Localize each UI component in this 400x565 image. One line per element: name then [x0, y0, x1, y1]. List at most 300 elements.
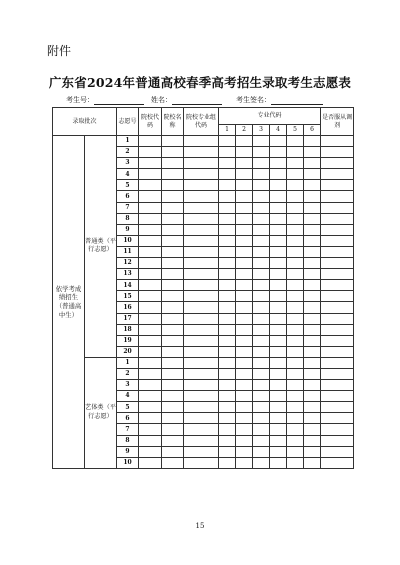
obey-adjust-cell[interactable] — [321, 258, 354, 269]
school-name-cell[interactable] — [162, 136, 184, 147]
major-code-cell[interactable] — [304, 224, 321, 235]
major-group-code-cell[interactable] — [184, 291, 219, 302]
major-code-cell[interactable] — [219, 213, 236, 224]
major-code-cell[interactable] — [270, 202, 287, 213]
major-code-cell[interactable] — [270, 246, 287, 257]
major-code-cell[interactable] — [287, 269, 304, 280]
major-code-cell[interactable] — [219, 457, 236, 468]
major-code-cell[interactable] — [253, 380, 270, 391]
major-code-cell[interactable] — [236, 380, 253, 391]
major-code-cell[interactable] — [236, 413, 253, 424]
school-name-cell[interactable] — [162, 435, 184, 446]
major-code-cell[interactable] — [304, 346, 321, 357]
major-code-cell[interactable] — [253, 446, 270, 457]
major-code-cell[interactable] — [219, 357, 236, 368]
school-code-cell[interactable] — [139, 346, 162, 357]
school-code-cell[interactable] — [139, 224, 162, 235]
school-code-cell[interactable] — [139, 424, 162, 435]
major-group-code-cell[interactable] — [184, 368, 219, 379]
school-code-cell[interactable] — [139, 402, 162, 413]
major-group-code-cell[interactable] — [184, 235, 219, 246]
major-code-cell[interactable] — [287, 457, 304, 468]
major-code-cell[interactable] — [219, 402, 236, 413]
major-code-cell[interactable] — [219, 180, 236, 191]
major-code-cell[interactable] — [270, 424, 287, 435]
obey-adjust-cell[interactable] — [321, 457, 354, 468]
obey-adjust-cell[interactable] — [321, 158, 354, 169]
obey-adjust-cell[interactable] — [321, 446, 354, 457]
major-code-cell[interactable] — [287, 335, 304, 346]
major-code-cell[interactable] — [236, 346, 253, 357]
major-code-cell[interactable] — [304, 391, 321, 402]
obey-adjust-cell[interactable] — [321, 280, 354, 291]
major-code-cell[interactable] — [270, 413, 287, 424]
obey-adjust-cell[interactable] — [321, 346, 354, 357]
major-code-cell[interactable] — [270, 446, 287, 457]
major-code-cell[interactable] — [270, 224, 287, 235]
major-code-cell[interactable] — [219, 346, 236, 357]
major-code-cell[interactable] — [253, 158, 270, 169]
school-name-cell[interactable] — [162, 224, 184, 235]
major-code-cell[interactable] — [270, 169, 287, 180]
obey-adjust-cell[interactable] — [321, 291, 354, 302]
obey-adjust-cell[interactable] — [321, 368, 354, 379]
major-code-cell[interactable] — [304, 246, 321, 257]
major-code-cell[interactable] — [304, 291, 321, 302]
major-code-cell[interactable] — [287, 302, 304, 313]
obey-adjust-cell[interactable] — [321, 324, 354, 335]
major-code-cell[interactable] — [236, 357, 253, 368]
major-code-cell[interactable] — [253, 391, 270, 402]
school-name-cell[interactable] — [162, 235, 184, 246]
major-code-cell[interactable] — [287, 213, 304, 224]
obey-adjust-cell[interactable] — [321, 357, 354, 368]
major-code-cell[interactable] — [236, 213, 253, 224]
major-code-cell[interactable] — [287, 191, 304, 202]
school-code-cell[interactable] — [139, 391, 162, 402]
obey-adjust-cell[interactable] — [321, 213, 354, 224]
obey-adjust-cell[interactable] — [321, 246, 354, 257]
major-code-cell[interactable] — [253, 335, 270, 346]
major-group-code-cell[interactable] — [184, 213, 219, 224]
major-code-cell[interactable] — [304, 202, 321, 213]
major-code-cell[interactable] — [270, 302, 287, 313]
major-group-code-cell[interactable] — [184, 380, 219, 391]
major-code-cell[interactable] — [270, 291, 287, 302]
major-code-cell[interactable] — [236, 368, 253, 379]
major-code-cell[interactable] — [253, 457, 270, 468]
major-code-cell[interactable] — [253, 269, 270, 280]
major-code-cell[interactable] — [304, 435, 321, 446]
major-code-cell[interactable] — [236, 136, 253, 147]
school-code-cell[interactable] — [139, 302, 162, 313]
school-name-cell[interactable] — [162, 213, 184, 224]
school-code-cell[interactable] — [139, 191, 162, 202]
major-code-cell[interactable] — [236, 313, 253, 324]
major-code-cell[interactable] — [287, 313, 304, 324]
major-code-cell[interactable] — [253, 402, 270, 413]
obey-adjust-cell[interactable] — [321, 191, 354, 202]
major-code-cell[interactable] — [304, 324, 321, 335]
major-code-cell[interactable] — [270, 147, 287, 158]
major-code-cell[interactable] — [219, 158, 236, 169]
major-code-cell[interactable] — [219, 258, 236, 269]
school-code-cell[interactable] — [139, 380, 162, 391]
major-code-cell[interactable] — [219, 235, 236, 246]
obey-adjust-cell[interactable] — [321, 413, 354, 424]
major-code-cell[interactable] — [253, 258, 270, 269]
major-group-code-cell[interactable] — [184, 457, 219, 468]
major-code-cell[interactable] — [253, 235, 270, 246]
major-group-code-cell[interactable] — [184, 258, 219, 269]
major-code-cell[interactable] — [304, 258, 321, 269]
major-code-cell[interactable] — [287, 180, 304, 191]
major-code-cell[interactable] — [253, 324, 270, 335]
major-group-code-cell[interactable] — [184, 435, 219, 446]
major-code-cell[interactable] — [236, 391, 253, 402]
school-name-cell[interactable] — [162, 368, 184, 379]
major-code-cell[interactable] — [270, 324, 287, 335]
school-code-cell[interactable] — [139, 280, 162, 291]
major-code-cell[interactable] — [270, 391, 287, 402]
major-code-cell[interactable] — [287, 413, 304, 424]
signature-blank[interactable] — [271, 96, 323, 105]
major-code-cell[interactable] — [219, 335, 236, 346]
major-code-cell[interactable] — [287, 291, 304, 302]
major-code-cell[interactable] — [287, 246, 304, 257]
major-code-cell[interactable] — [219, 446, 236, 457]
major-code-cell[interactable] — [236, 291, 253, 302]
major-code-cell[interactable] — [270, 402, 287, 413]
school-name-cell[interactable] — [162, 335, 184, 346]
major-code-cell[interactable] — [270, 258, 287, 269]
major-code-cell[interactable] — [270, 380, 287, 391]
major-code-cell[interactable] — [287, 136, 304, 147]
major-code-cell[interactable] — [287, 258, 304, 269]
school-code-cell[interactable] — [139, 202, 162, 213]
major-code-cell[interactable] — [304, 136, 321, 147]
major-code-cell[interactable] — [304, 235, 321, 246]
major-code-cell[interactable] — [304, 158, 321, 169]
school-name-cell[interactable] — [162, 180, 184, 191]
major-code-cell[interactable] — [287, 402, 304, 413]
major-code-cell[interactable] — [270, 235, 287, 246]
major-code-cell[interactable] — [219, 136, 236, 147]
major-code-cell[interactable] — [304, 302, 321, 313]
major-code-cell[interactable] — [304, 368, 321, 379]
major-code-cell[interactable] — [253, 191, 270, 202]
major-code-cell[interactable] — [270, 435, 287, 446]
major-code-cell[interactable] — [287, 158, 304, 169]
major-code-cell[interactable] — [236, 191, 253, 202]
school-code-cell[interactable] — [139, 324, 162, 335]
major-code-cell[interactable] — [219, 224, 236, 235]
major-code-cell[interactable] — [304, 402, 321, 413]
school-name-cell[interactable] — [162, 424, 184, 435]
major-code-cell[interactable] — [253, 213, 270, 224]
major-code-cell[interactable] — [236, 435, 253, 446]
major-code-cell[interactable] — [270, 457, 287, 468]
major-code-cell[interactable] — [304, 357, 321, 368]
major-code-cell[interactable] — [253, 169, 270, 180]
major-code-cell[interactable] — [219, 147, 236, 158]
obey-adjust-cell[interactable] — [321, 269, 354, 280]
major-code-cell[interactable] — [304, 457, 321, 468]
major-code-cell[interactable] — [287, 147, 304, 158]
major-code-cell[interactable] — [253, 246, 270, 257]
major-code-cell[interactable] — [304, 335, 321, 346]
major-code-cell[interactable] — [253, 424, 270, 435]
obey-adjust-cell[interactable] — [321, 435, 354, 446]
major-code-cell[interactable] — [236, 169, 253, 180]
major-code-cell[interactable] — [236, 446, 253, 457]
major-code-cell[interactable] — [236, 324, 253, 335]
major-code-cell[interactable] — [270, 346, 287, 357]
major-code-cell[interactable] — [304, 147, 321, 158]
obey-adjust-cell[interactable] — [321, 136, 354, 147]
major-group-code-cell[interactable] — [184, 158, 219, 169]
school-name-cell[interactable] — [162, 291, 184, 302]
school-name-cell[interactable] — [162, 457, 184, 468]
obey-adjust-cell[interactable] — [321, 402, 354, 413]
school-name-cell[interactable] — [162, 302, 184, 313]
obey-adjust-cell[interactable] — [321, 302, 354, 313]
major-group-code-cell[interactable] — [184, 424, 219, 435]
school-code-cell[interactable] — [139, 158, 162, 169]
school-name-cell[interactable] — [162, 269, 184, 280]
major-code-cell[interactable] — [287, 380, 304, 391]
school-name-cell[interactable] — [162, 313, 184, 324]
obey-adjust-cell[interactable] — [321, 202, 354, 213]
major-code-cell[interactable] — [253, 147, 270, 158]
major-code-cell[interactable] — [253, 313, 270, 324]
major-group-code-cell[interactable] — [184, 335, 219, 346]
obey-adjust-cell[interactable] — [321, 380, 354, 391]
major-code-cell[interactable] — [270, 269, 287, 280]
major-code-cell[interactable] — [287, 424, 304, 435]
major-code-cell[interactable] — [304, 213, 321, 224]
major-group-code-cell[interactable] — [184, 191, 219, 202]
major-code-cell[interactable] — [219, 302, 236, 313]
major-code-cell[interactable] — [219, 313, 236, 324]
major-code-cell[interactable] — [219, 435, 236, 446]
major-code-cell[interactable] — [236, 235, 253, 246]
school-name-cell[interactable] — [162, 147, 184, 158]
major-code-cell[interactable] — [236, 457, 253, 468]
school-code-cell[interactable] — [139, 313, 162, 324]
major-code-cell[interactable] — [219, 280, 236, 291]
major-code-cell[interactable] — [270, 280, 287, 291]
major-group-code-cell[interactable] — [184, 402, 219, 413]
major-code-cell[interactable] — [219, 324, 236, 335]
obey-adjust-cell[interactable] — [321, 335, 354, 346]
major-code-cell[interactable] — [219, 391, 236, 402]
major-code-cell[interactable] — [236, 302, 253, 313]
major-group-code-cell[interactable] — [184, 446, 219, 457]
major-code-cell[interactable] — [236, 258, 253, 269]
major-code-cell[interactable] — [304, 269, 321, 280]
school-name-cell[interactable] — [162, 280, 184, 291]
obey-adjust-cell[interactable] — [321, 147, 354, 158]
major-code-cell[interactable] — [253, 302, 270, 313]
major-code-cell[interactable] — [270, 158, 287, 169]
school-code-cell[interactable] — [139, 235, 162, 246]
major-code-cell[interactable] — [253, 224, 270, 235]
major-group-code-cell[interactable] — [184, 147, 219, 158]
major-code-cell[interactable] — [219, 424, 236, 435]
major-code-cell[interactable] — [287, 224, 304, 235]
school-name-cell[interactable] — [162, 446, 184, 457]
major-group-code-cell[interactable] — [184, 180, 219, 191]
major-code-cell[interactable] — [304, 313, 321, 324]
major-group-code-cell[interactable] — [184, 324, 219, 335]
major-code-cell[interactable] — [253, 357, 270, 368]
school-code-cell[interactable] — [139, 147, 162, 158]
school-name-cell[interactable] — [162, 202, 184, 213]
major-code-cell[interactable] — [219, 191, 236, 202]
major-code-cell[interactable] — [219, 246, 236, 257]
major-code-cell[interactable] — [270, 191, 287, 202]
obey-adjust-cell[interactable] — [321, 391, 354, 402]
major-code-cell[interactable] — [287, 368, 304, 379]
major-code-cell[interactable] — [253, 413, 270, 424]
major-code-cell[interactable] — [219, 380, 236, 391]
major-code-cell[interactable] — [219, 169, 236, 180]
major-code-cell[interactable] — [287, 202, 304, 213]
major-code-cell[interactable] — [236, 224, 253, 235]
obey-adjust-cell[interactable] — [321, 180, 354, 191]
major-code-cell[interactable] — [253, 346, 270, 357]
major-code-cell[interactable] — [287, 357, 304, 368]
school-code-cell[interactable] — [139, 357, 162, 368]
school-name-cell[interactable] — [162, 346, 184, 357]
major-code-cell[interactable] — [236, 147, 253, 158]
major-code-cell[interactable] — [304, 280, 321, 291]
major-code-cell[interactable] — [236, 269, 253, 280]
major-code-cell[interactable] — [270, 368, 287, 379]
major-code-cell[interactable] — [236, 335, 253, 346]
major-code-cell[interactable] — [270, 335, 287, 346]
major-code-cell[interactable] — [270, 136, 287, 147]
school-code-cell[interactable] — [139, 269, 162, 280]
school-name-cell[interactable] — [162, 402, 184, 413]
major-group-code-cell[interactable] — [184, 202, 219, 213]
school-code-cell[interactable] — [139, 291, 162, 302]
obey-adjust-cell[interactable] — [321, 169, 354, 180]
major-code-cell[interactable] — [253, 291, 270, 302]
major-group-code-cell[interactable] — [184, 136, 219, 147]
school-code-cell[interactable] — [139, 258, 162, 269]
major-code-cell[interactable] — [236, 424, 253, 435]
school-code-cell[interactable] — [139, 435, 162, 446]
obey-adjust-cell[interactable] — [321, 235, 354, 246]
major-group-code-cell[interactable] — [184, 302, 219, 313]
school-name-cell[interactable] — [162, 380, 184, 391]
school-code-cell[interactable] — [139, 213, 162, 224]
major-code-cell[interactable] — [304, 413, 321, 424]
major-group-code-cell[interactable] — [184, 413, 219, 424]
major-code-cell[interactable] — [270, 357, 287, 368]
major-code-cell[interactable] — [304, 180, 321, 191]
major-code-cell[interactable] — [219, 413, 236, 424]
school-code-cell[interactable] — [139, 136, 162, 147]
major-code-cell[interactable] — [219, 291, 236, 302]
major-code-cell[interactable] — [253, 180, 270, 191]
school-name-cell[interactable] — [162, 158, 184, 169]
major-code-cell[interactable] — [253, 368, 270, 379]
major-code-cell[interactable] — [253, 202, 270, 213]
school-name-cell[interactable] — [162, 169, 184, 180]
school-code-cell[interactable] — [139, 335, 162, 346]
major-code-cell[interactable] — [287, 169, 304, 180]
major-group-code-cell[interactable] — [184, 269, 219, 280]
school-name-cell[interactable] — [162, 246, 184, 257]
school-name-cell[interactable] — [162, 191, 184, 202]
major-code-cell[interactable] — [270, 180, 287, 191]
school-code-cell[interactable] — [139, 180, 162, 191]
major-code-cell[interactable] — [304, 380, 321, 391]
school-name-cell[interactable] — [162, 357, 184, 368]
major-code-cell[interactable] — [253, 280, 270, 291]
exam-number-blank[interactable] — [94, 96, 144, 105]
major-code-cell[interactable] — [253, 435, 270, 446]
major-group-code-cell[interactable] — [184, 169, 219, 180]
major-code-cell[interactable] — [236, 280, 253, 291]
obey-adjust-cell[interactable] — [321, 313, 354, 324]
major-code-cell[interactable] — [287, 346, 304, 357]
major-code-cell[interactable] — [219, 269, 236, 280]
school-code-cell[interactable] — [139, 413, 162, 424]
major-code-cell[interactable] — [287, 391, 304, 402]
obey-adjust-cell[interactable] — [321, 224, 354, 235]
school-code-cell[interactable] — [139, 446, 162, 457]
major-code-cell[interactable] — [236, 246, 253, 257]
major-code-cell[interactable] — [304, 169, 321, 180]
major-group-code-cell[interactable] — [184, 346, 219, 357]
major-code-cell[interactable] — [287, 324, 304, 335]
major-code-cell[interactable] — [304, 424, 321, 435]
school-code-cell[interactable] — [139, 457, 162, 468]
major-code-cell[interactable] — [236, 180, 253, 191]
major-code-cell[interactable] — [270, 213, 287, 224]
major-code-cell[interactable] — [304, 446, 321, 457]
school-name-cell[interactable] — [162, 324, 184, 335]
school-name-cell[interactable] — [162, 391, 184, 402]
obey-adjust-cell[interactable] — [321, 424, 354, 435]
major-code-cell[interactable] — [304, 191, 321, 202]
major-group-code-cell[interactable] — [184, 280, 219, 291]
school-name-cell[interactable] — [162, 413, 184, 424]
major-code-cell[interactable] — [287, 235, 304, 246]
major-code-cell[interactable] — [287, 280, 304, 291]
major-group-code-cell[interactable] — [184, 224, 219, 235]
school-code-cell[interactable] — [139, 246, 162, 257]
school-name-cell[interactable] — [162, 258, 184, 269]
major-code-cell[interactable] — [219, 368, 236, 379]
major-group-code-cell[interactable] — [184, 391, 219, 402]
name-blank[interactable] — [172, 96, 222, 105]
major-code-cell[interactable] — [287, 435, 304, 446]
major-code-cell[interactable] — [253, 136, 270, 147]
major-code-cell[interactable] — [270, 313, 287, 324]
major-group-code-cell[interactable] — [184, 313, 219, 324]
major-group-code-cell[interactable] — [184, 357, 219, 368]
major-code-cell[interactable] — [287, 446, 304, 457]
major-group-code-cell[interactable] — [184, 246, 219, 257]
school-code-cell[interactable] — [139, 368, 162, 379]
major-code-cell[interactable] — [236, 158, 253, 169]
major-code-cell[interactable] — [219, 202, 236, 213]
